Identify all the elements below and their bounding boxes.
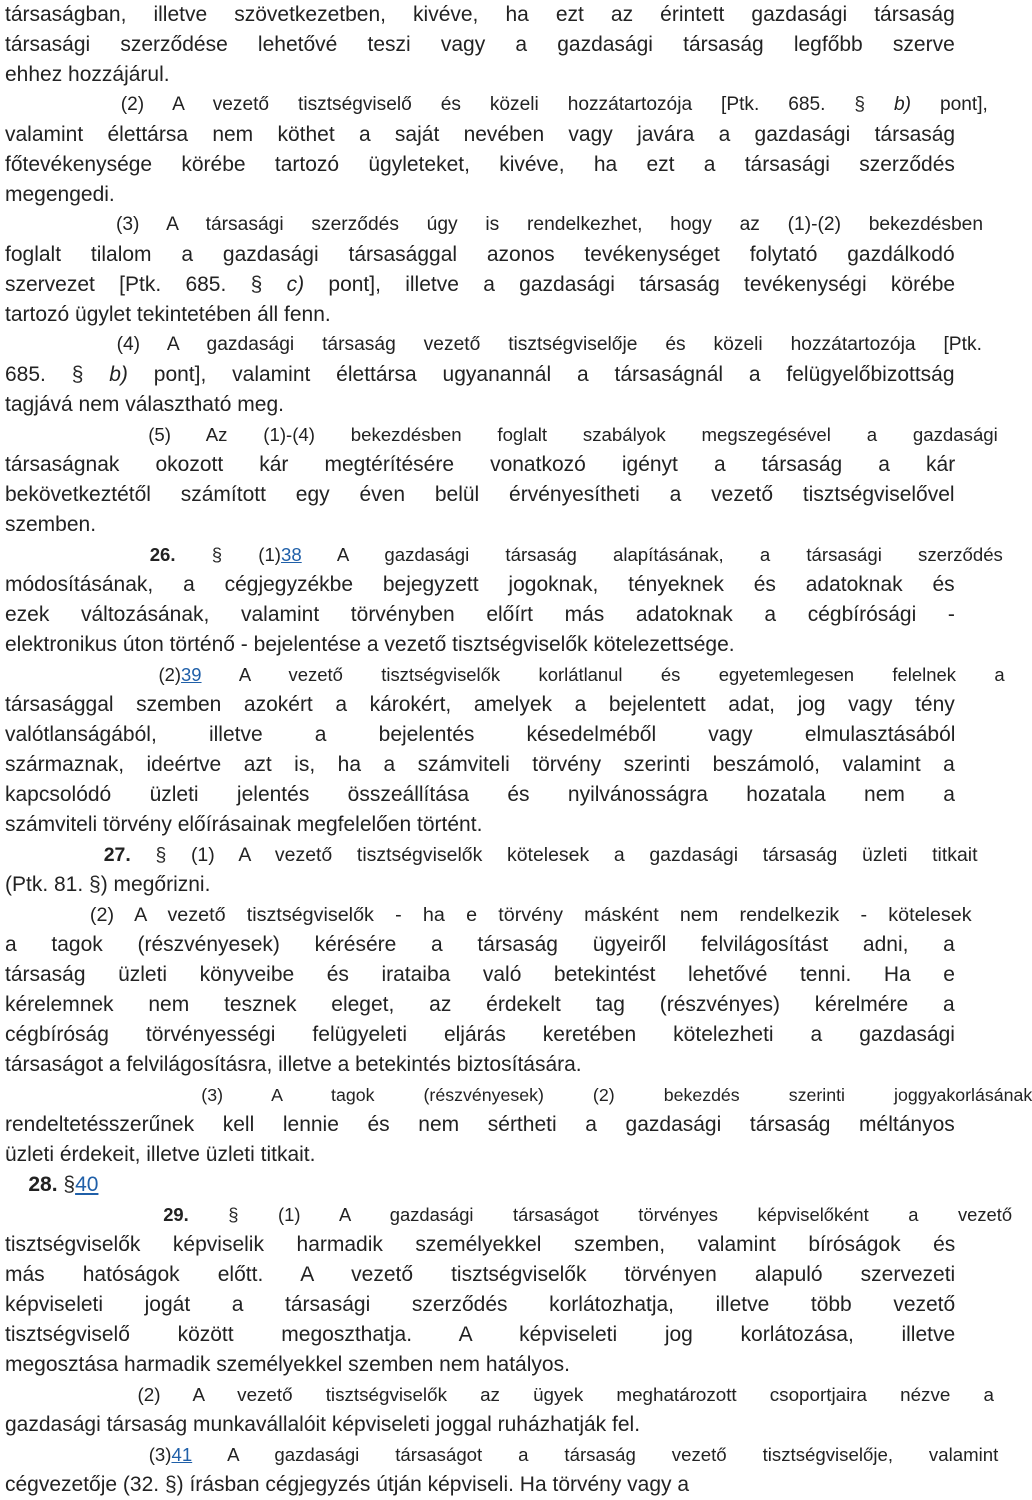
text-run [262, 273, 286, 296]
text-run: (2) A vezető tisztségviselő és közeli hozzátartozója [Ptk. 685. [5, 94, 855, 115]
text-run: ehhez hozzájárul. [5, 63, 170, 86]
text-run: b) [109, 363, 128, 386]
text-line [5, 1380, 994, 1410]
text-run: gazdasági társaság munkavállalóit képviseleti joggal ruházhatják fel. [5, 1413, 641, 1436]
text-run: más hatóságok előtt. A vezető tisztségviselők törvényen alapuló szervezeti [5, 1263, 956, 1286]
text-line [5, 960, 955, 990]
text-line [5, 1440, 998, 1470]
text-line [5, 1260, 955, 1290]
text-line [5, 450, 955, 480]
text-run: A vezető tisztségviselők korlátlanul és egyetemlegesen felelnek a [201, 664, 1005, 685]
text-run: tisztségviselők képviselik harmadik személyekkel szemben, valamint bíróságok és [5, 1233, 956, 1256]
text-line [5, 570, 955, 600]
text-line [5, 270, 955, 300]
text-line [5, 390, 284, 420]
text-run: foglalt tilalom a gazdasági társasággal azonos tevékenységet folytató gazdálkodó [5, 243, 955, 266]
text-run: ezek változásának, valamint törvényben előírt más adatoknak a cégbírósági - [5, 603, 955, 626]
text-run [5, 1204, 163, 1225]
text-run: társaság üzleti könyveibe és irataiba való betekintést lehetővé tenni. Ha e [5, 963, 955, 986]
text-run: társaságnak okozott kár megtérítésére vonatkozó igényt a társaság a kár [5, 453, 956, 476]
paragraph-sign: § [63, 1173, 76, 1196]
text-line [5, 810, 482, 840]
footnote-link[interactable]: 38 [281, 544, 302, 565]
text-run: cégvezetője (32. [5, 1473, 165, 1496]
text-run: valótlanságából, illetve a bejelentés késedelméből vagy elmulasztásából [5, 723, 956, 746]
text-run [83, 363, 109, 386]
text-run: elektronikus úton történő - bejelentése a vezető tisztségviselők kötelezettsége. [5, 633, 735, 656]
section-number: 29. [163, 1204, 189, 1225]
text-run [5, 1173, 28, 1196]
text-run: 685. [5, 363, 72, 386]
text-line [5, 120, 955, 150]
paragraph-sign: § [71, 363, 84, 386]
text-run: üzleti érdekeit, illetve üzleti titkait. [5, 1143, 316, 1166]
text-run: ) írásban cégjegyzés útján képviseli. Ha törvény vagy a [176, 1473, 690, 1496]
paragraph-sign: § [164, 1473, 177, 1496]
text-run: társaságot a felvilágosításra, illetve a betekintés biztosítására. [5, 1053, 582, 1076]
text-line [5, 1200, 1012, 1230]
text-run: bekövetkeztétől számított egy éven belül érvényesítheti a vezető tisztségviselővel [5, 483, 955, 506]
text-line [5, 1020, 955, 1050]
text-run: megengedi. [5, 183, 115, 206]
text-line [5, 420, 998, 450]
text-line [5, 1080, 1032, 1110]
text-line [5, 600, 955, 630]
text-run: főtevékenysége körébe tartozó ügyleteket, kivéve, ha ezt a társasági szerződés [5, 153, 955, 176]
paragraph-sign: § [155, 844, 167, 866]
text-line [5, 690, 955, 720]
footnote-link[interactable]: 41 [171, 1444, 193, 1465]
text-line [5, 150, 955, 180]
text-run [176, 544, 212, 565]
text-line [5, 210, 983, 240]
text-run: cégbíróság törvényességi felügyeleti eljárás keretében kötelezheti a gazdasági [5, 1023, 955, 1046]
text-run: (3) [5, 1444, 172, 1465]
text-line [5, 30, 955, 60]
text-line [5, 330, 982, 360]
text-line [5, 1410, 640, 1440]
text-run: megosztása harmadik személyekkel szemben nem hatályos. [5, 1353, 570, 1376]
text-run: szemben. [5, 513, 97, 536]
text-run: b) [894, 94, 912, 115]
section-number: 28. [28, 1173, 58, 1196]
text-run: társaságban, illetve szövetkezetben, kivéve, ha ezt az érintett gazdasági társaság [5, 3, 955, 26]
text-line [5, 990, 955, 1020]
text-run: számviteli törvény előírásainak megfelelően történt. [5, 813, 483, 836]
text-run: tartozó ügylet tekintetében áll fenn. [5, 303, 331, 326]
text-run: A gazdasági társaság alapításának, a társasági szerződés [301, 544, 1003, 565]
text-line [5, 930, 955, 960]
text-run: (1) A gazdasági társaságot törvényes képviselőként a vezető [238, 1204, 1013, 1225]
text-run: kapcsolódó üzleti jelentés összeállítása és nyilvánosságra hozatala nem a [5, 783, 955, 806]
text-line [5, 900, 972, 930]
text-line [5, 870, 210, 900]
text-run: (1) [222, 544, 282, 565]
text-line [5, 1320, 955, 1350]
text-line [5, 480, 955, 510]
text-run: pont], valamint élettársa ugyanannál a társaságnál a felügyelőbizottság [127, 363, 955, 386]
footnote-link[interactable]: 39 [181, 664, 202, 685]
text-line [5, 840, 978, 870]
text-line [5, 360, 955, 390]
text-line [5, 60, 170, 90]
text-run: módosításának, a cégjegyzékbe bejegyzett jogoknak, tényeknek és adatoknak és [5, 573, 955, 596]
text-run [5, 544, 150, 565]
text-line [5, 1050, 582, 1080]
text-run [189, 1204, 229, 1225]
text-run: (2) [5, 664, 182, 685]
text-run [131, 844, 156, 866]
text-line [5, 1110, 955, 1140]
text-line [5, 660, 1005, 690]
text-run: tagjává nem választható meg. [5, 393, 284, 416]
text-line [5, 750, 955, 780]
text-run: pont], illetve a gazdasági társaság tevékenységi körébe [304, 273, 956, 296]
paragraph-sign: § [89, 873, 101, 896]
text-line [5, 90, 988, 120]
text-run: a tagok (részvényesek) kérésére a társaság ügyeiről felvilágosítást adni, a [5, 933, 955, 956]
section-number: 26. [149, 544, 176, 565]
paragraph-sign: § [211, 544, 223, 565]
text-run: (4) A gazdasági társaság vezető tisztségviselője és közeli hozzátartozója [Ptk. [5, 334, 982, 355]
text-run [5, 844, 104, 866]
text-run: származnak, ideértve azt is, ha a számviteli törvény szerinti beszámoló, valamint a [5, 753, 955, 776]
text-line [5, 1350, 570, 1380]
text-line [5, 300, 331, 330]
text-line [5, 510, 96, 540]
text-line [5, 1470, 689, 1500]
text-run: valamint élettársa nem köthet a saját nevében vagy javára a gazdasági társaság [5, 123, 956, 146]
text-line [5, 1170, 98, 1200]
text-run: c) [286, 273, 305, 296]
text-run: rendeltetésszerűnek kell lennie és nem sértheti a gazdasági társaság méltányos [5, 1113, 955, 1136]
text-run: (3) A tagok (részvényesek) (2) bekezdés szerinti joggyakorlásának [5, 1085, 1032, 1105]
text-run: A gazdasági társaságot a társaság vezető tisztségviselője, valamint [192, 1444, 999, 1465]
section-number: 27. [103, 844, 131, 866]
text-run: társasági szerződése lehetővé teszi vagy a gazdasági társaság legfőbb szerve [5, 33, 955, 56]
text-line [5, 240, 955, 270]
text-run: kérelemnek nem tesznek eleget, az érdekelt tag (részvényes) kérelmére a [5, 993, 955, 1016]
text-run: társasággal szemben azokért a károkért, amelyek a bejelentett adat, jog vagy tény [5, 693, 955, 716]
text-run: ) megőrizni. [100, 873, 211, 896]
text-run: szervezet [Ptk. 685. [5, 273, 251, 296]
text-line [5, 0, 955, 30]
text-run: képviseleti jogát a társasági szerződés korlátozhatja, illetve több vezető [5, 1293, 956, 1316]
text-line [5, 1140, 315, 1170]
text-line [5, 180, 115, 210]
text-run: (5) Az (1)-(4) bekezdésben foglalt szabályok megszegésével a gazdasági [5, 424, 998, 445]
text-run [865, 94, 894, 115]
text-line [5, 630, 735, 660]
text-run: (2) A vezető tisztségviselők az ügyek meghatározott csoportjaira nézve a [5, 1384, 994, 1405]
text-run: (1) A vezető tisztségviselők kötelesek a gazdasági társaság üzleti titkait [166, 844, 978, 866]
paragraph-sign: § [228, 1204, 239, 1225]
text-line [5, 720, 955, 750]
text-run: (Ptk. 81. [5, 873, 90, 896]
text-line [5, 1290, 955, 1320]
footnote-link[interactable]: 40 [75, 1173, 99, 1196]
text-run: tisztségviselő között megoszthatja. A képviseleti jog korlátozása, illetve [5, 1323, 956, 1346]
text-line [5, 1230, 955, 1260]
paragraph-sign: § [854, 94, 866, 115]
text-line [5, 540, 1003, 570]
text-run: (2) A vezető tisztségviselők - ha e törvény másként nem rendelkezik - kötelesek [5, 904, 972, 926]
text-run: pont], [911, 94, 988, 115]
paragraph-sign: § [250, 273, 263, 296]
text-run: (3) A társasági szerződés úgy is rendelkezhet, hogy az (1)-(2) bekezdésben [5, 214, 984, 235]
text-line [5, 780, 955, 810]
